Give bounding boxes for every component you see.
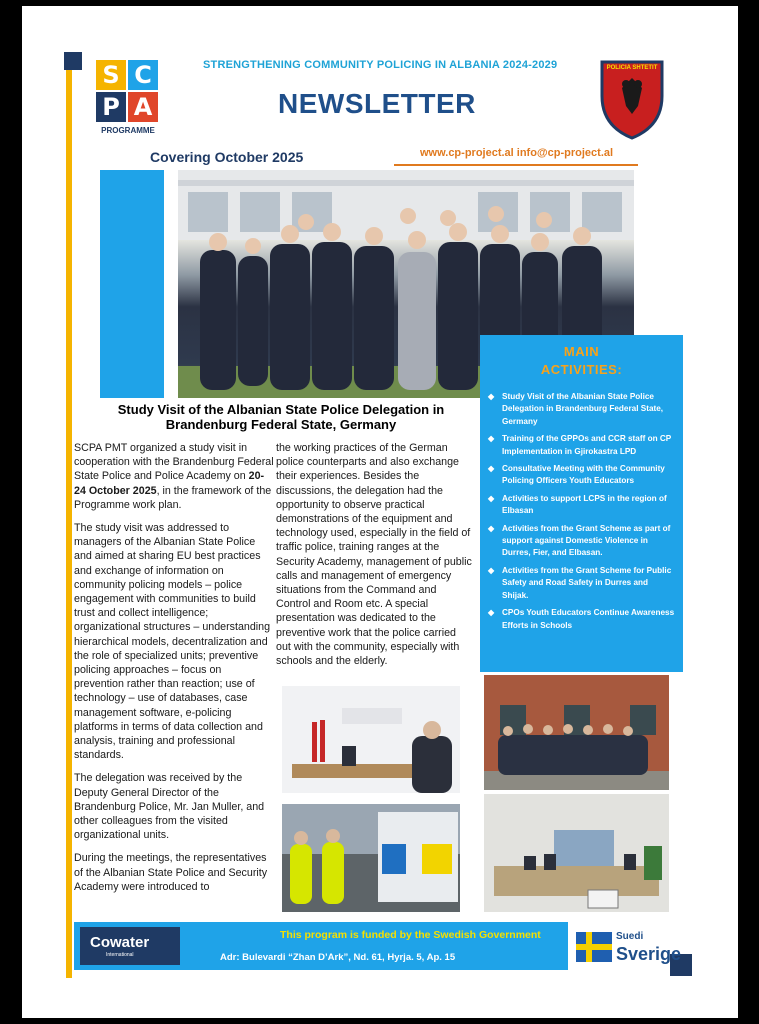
visit-dates: 20-24 October 2025	[74, 470, 265, 497]
footer-band	[74, 922, 568, 970]
contact-links[interactable]: www.cp-project.al info@cp-project.al	[420, 147, 614, 159]
paragraph-meetings: During the meetings, the representatives of the Albanian State Police and Security Academy were introduced to	[74, 852, 268, 893]
funding-statement: This program is funded by the Swedish Government	[280, 929, 541, 941]
office-address: Adr: Bulevardi “Zhan D’Ark”, Nd. 61, Hyrja. 5, Ap. 15	[220, 952, 456, 963]
main-activities-panel	[480, 335, 683, 672]
logo-letter-s: S	[96, 60, 126, 90]
article-headline	[72, 402, 490, 432]
photo-traffic-police	[282, 804, 460, 912]
headline-line-1: Study Visit of the Albanian State Police Delegation in	[117, 402, 445, 417]
logo-letter-a: A	[128, 92, 158, 122]
activities-list	[486, 391, 675, 632]
sweden-label-big: Sverige	[616, 944, 682, 964]
tagline: STRENGTHENING COMMUNITY POLICING IN ALBANIA 2024-2029	[203, 59, 558, 71]
logo-caption: PROGRAMME	[101, 126, 155, 135]
article-column-1	[74, 441, 274, 903]
logo-letter-c: C	[128, 60, 158, 90]
activity-item: ◆ CPOs Youth Educators Continue Awareness Efforts in Schools	[486, 607, 675, 632]
newsletter-title: NEWSLETTER	[278, 88, 476, 119]
activity-item: ◆ Activities from the Grant Scheme as part of support against Domestic Violence in Durres, Fier, and Elbasan.	[486, 523, 675, 560]
corner-square-top	[64, 52, 82, 70]
paragraph-aims: The study visit was addressed to managers of the Albanian State Police and aimed at sharing EU best practices and exchange of information on community policing models – police engagement with communities to build trust and collect intelligence; organizational structures – understanding hierarchical models, decentralization and the role of specialized units; preventive policing approaches – focus on prevention rather than reaction; use of technology – use of databases, case management software, e-policing platforms in terms of data collection and analysis, training and professional standards.	[74, 522, 271, 762]
paragraph-reception: The delegation was received by the Deputy General Director of the Brandenburg Police, Mr. Jan Muller, and other colleagues from the visited organizational units.	[74, 772, 265, 842]
activity-item: ◆ Consultative Meeting with the Community Policing Officers Youth Educators	[486, 463, 675, 488]
cowater-logo-sub: International	[106, 952, 134, 958]
activity-item: ◆ Activities from the Grant Scheme for Public Safety and Road Safety in Durres and Shijak.	[486, 565, 675, 602]
activity-item: ◆ Activities to support LCPS in the region of Elbasan	[486, 493, 675, 518]
sweden-label-small: Suedi	[616, 931, 644, 942]
scpa-logo	[96, 60, 164, 144]
left-accent-bar	[66, 70, 72, 978]
headline-line-2: Brandenburg Federal State, Germany	[165, 417, 397, 432]
activity-item: ◆ Study Visit of the Albanian State Police Delegation in Brandenburg Federal State, Germany	[486, 391, 675, 428]
contact-underline	[394, 164, 638, 166]
photo-conference-room	[484, 794, 669, 912]
photo-side-panel	[100, 170, 164, 398]
activity-item: ◆ Training of the GPPOs and CCR staff on CP Implementation in Gjirokastra LPD	[486, 433, 675, 458]
paragraph-continuation: the working practices of the German police counterparts and also exchange their experiences. Besides the discussions, the delegation had the opportunity to observe practical demonstrations of the equipment and technology used, especially in the field of traffic police, training ranges at the Security Academy, management of public calls and management of emergency situations from the Command and Control and Room etc. A special presentation was dedicated to the preventive work that the police carried out with the community, especially with schools and the elderly.	[276, 442, 472, 668]
cowater-logo	[80, 927, 180, 965]
police-shield-icon	[598, 56, 666, 140]
photo-academy-group	[484, 675, 669, 790]
paragraph-intro: SCPA PMT organized a study visit in cooperation with the Brandenburg Federal State Police and Police Academy on 20-24 October 2025, in the framework of the Programme work plan.	[74, 442, 274, 511]
article-column-2	[276, 441, 472, 677]
cowater-logo-text: Cowater	[90, 934, 150, 951]
newsletter-page	[22, 6, 738, 1018]
sweden-flag-icon	[576, 932, 612, 962]
activities-title: MAIN ACTIVITIES:	[540, 344, 623, 377]
police-badge-text: POLICIA SHTETIT	[606, 65, 658, 71]
covering-period: Covering October 2025	[150, 149, 304, 165]
photo-meeting-room	[282, 686, 460, 793]
logo-letter-p: P	[96, 92, 126, 122]
